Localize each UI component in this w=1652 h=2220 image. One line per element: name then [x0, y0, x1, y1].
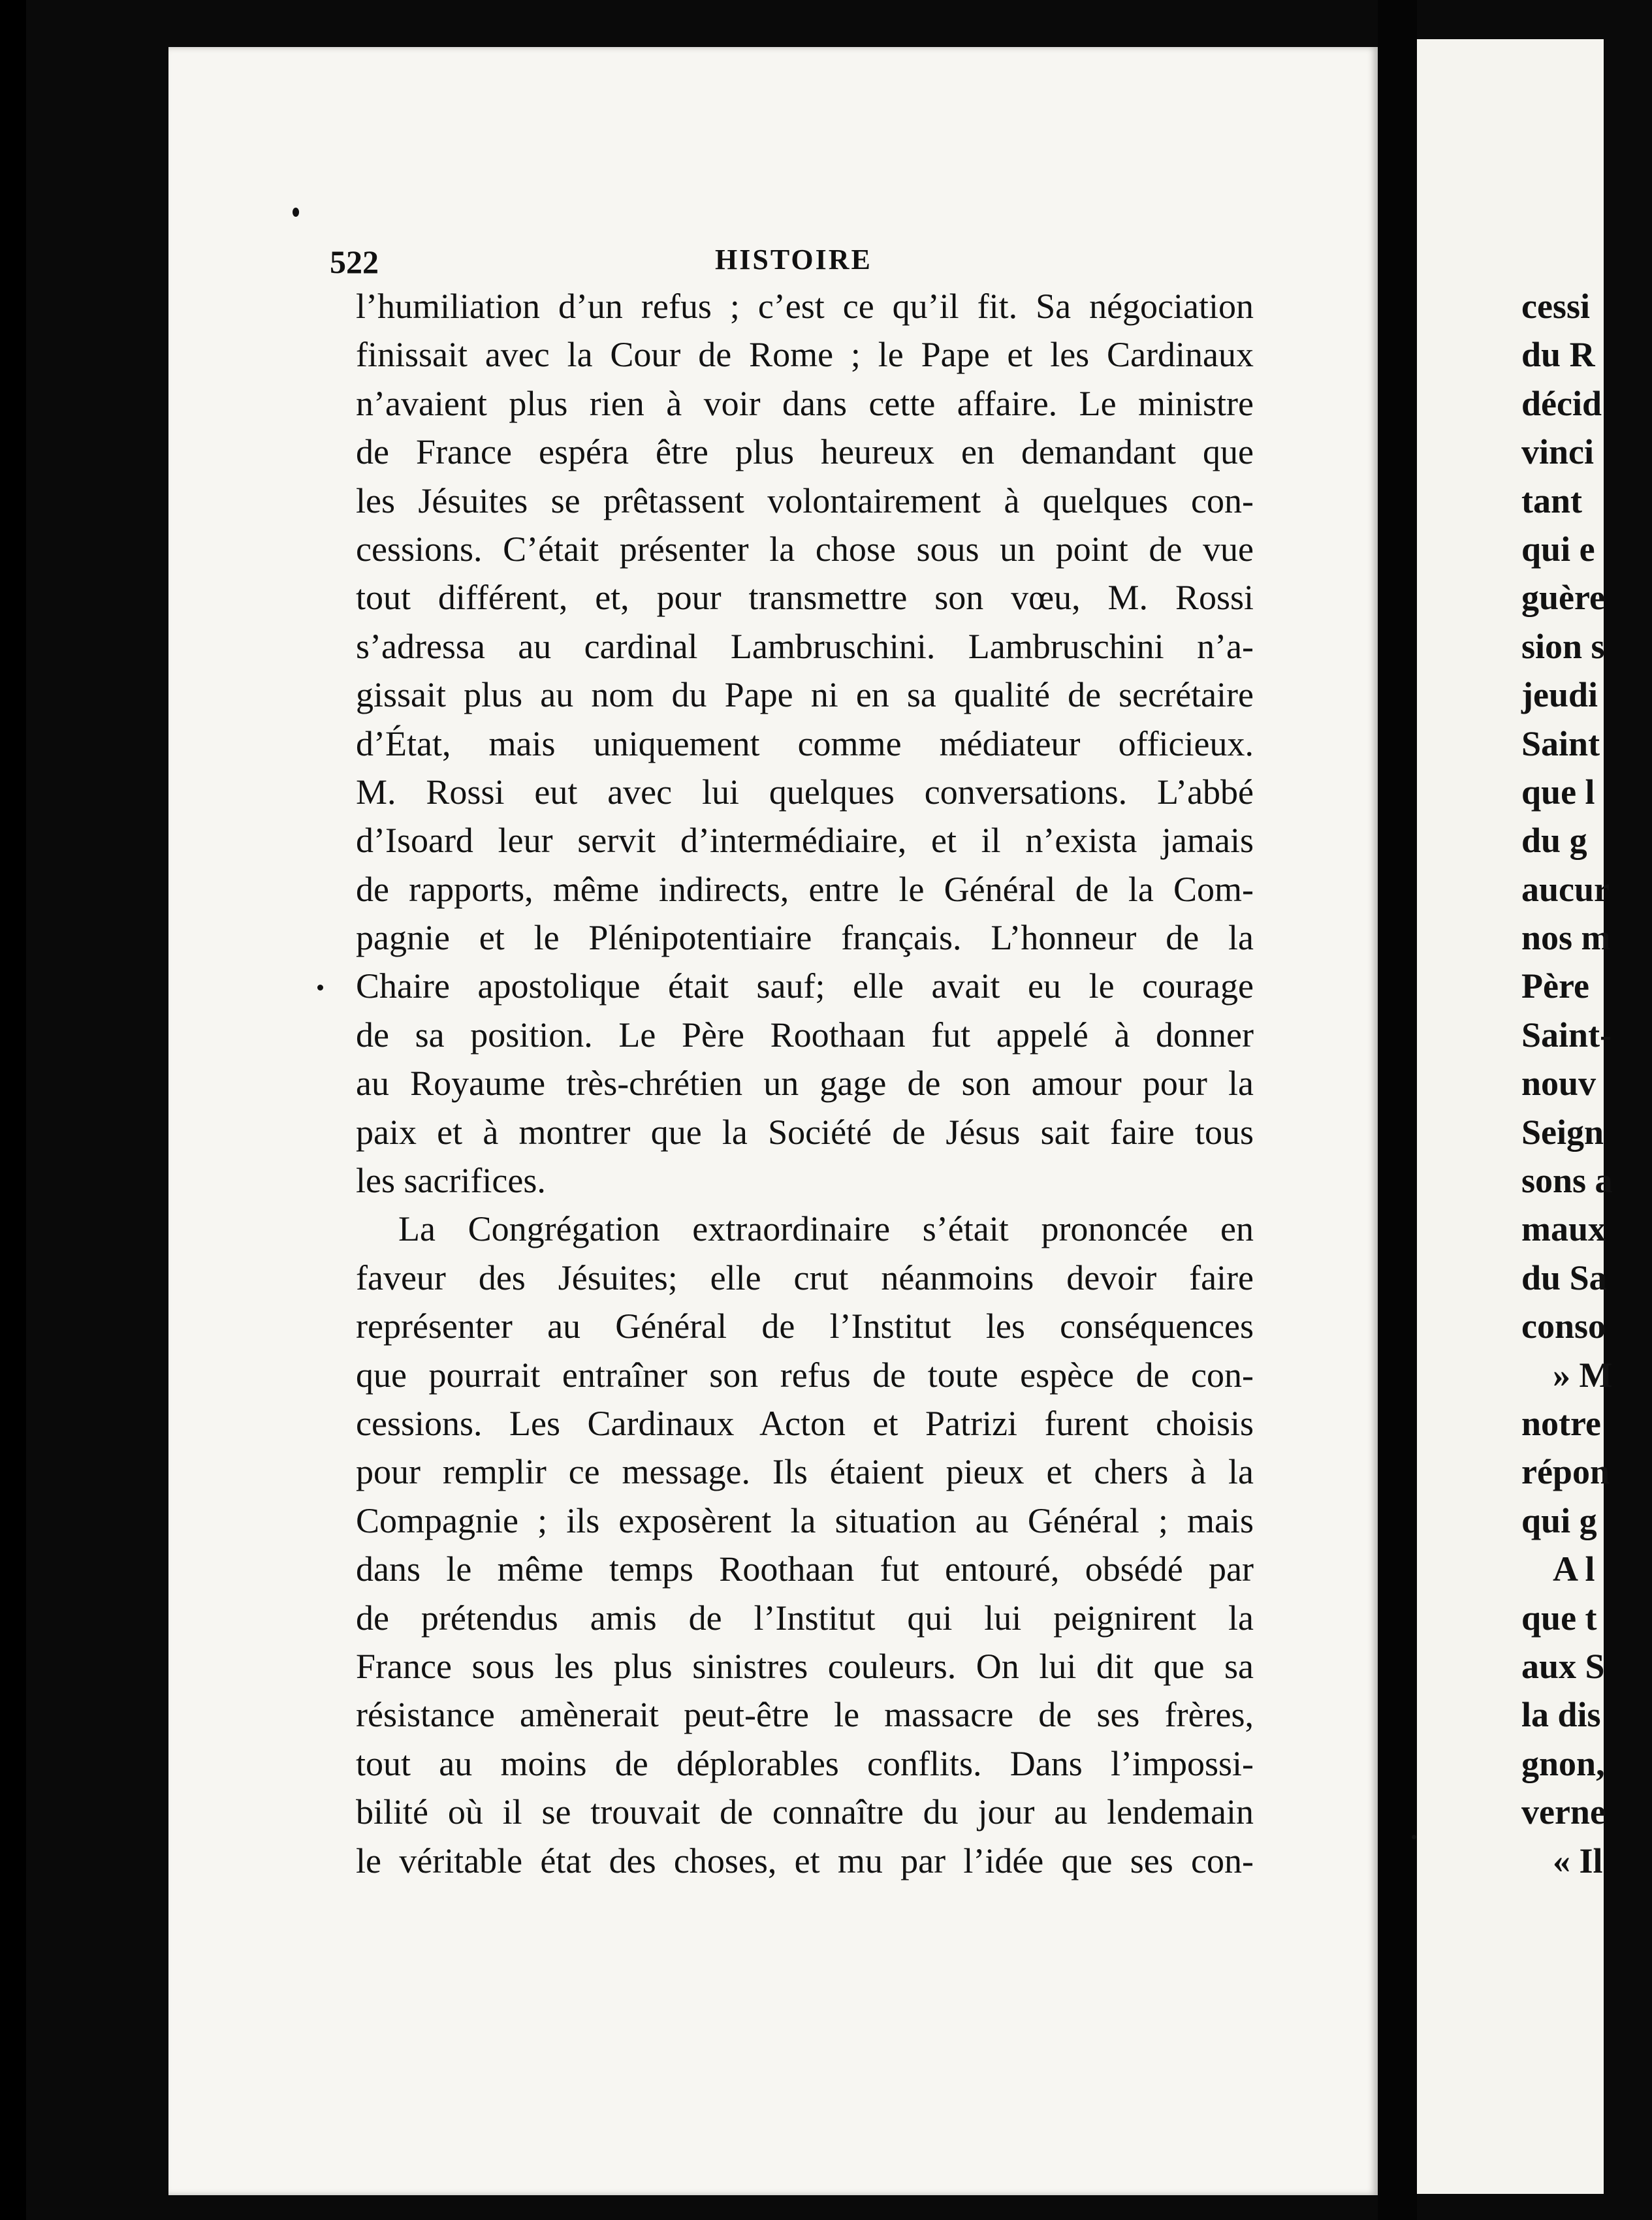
- text-line: cessi: [1521, 287, 1590, 326]
- text-line: M. Rossi eut avec lui quelques conversations. L’abbé: [356, 772, 1254, 812]
- text-line: que pourrait entraîner son refus de toute espèce de con-: [356, 1355, 1254, 1395]
- text-line: n’avaient plus rien à voir dans cette affaire. Le ministre: [356, 383, 1254, 423]
- text-line: la dis: [1521, 1695, 1601, 1735]
- text-line: d’Isoard leur servit d’intermédiaire, et il n’exista jamais: [356, 821, 1254, 861]
- text-line: cessions. C’était présenter la chose sous un point de vue: [356, 529, 1254, 569]
- text-line: » M: [1553, 1355, 1613, 1395]
- page-number: 522: [330, 244, 379, 280]
- text-line: maux: [1521, 1209, 1606, 1249]
- text-line: gissait plus au nom du Pape ni en sa qualité de secrétaire: [356, 675, 1254, 715]
- text-line: notre: [1521, 1403, 1601, 1443]
- scan-edge: [0, 0, 26, 2220]
- text-line: d’État, mais uniquement comme médiateur officieux.: [356, 723, 1254, 763]
- ink-speck: [317, 985, 323, 991]
- text-line: l’humiliation d’un refus ; c’est ce qu’il fit. Sa négociation: [356, 287, 1254, 326]
- text-line: cessions. Les Cardinaux Acton et Patrizi furent choisis: [356, 1403, 1254, 1443]
- text-line: Saint-: [1521, 1015, 1612, 1054]
- text-line: Seign: [1521, 1112, 1604, 1152]
- text-line: tout différent, et, pour transmettre son vœu, M. Rossi: [356, 578, 1254, 618]
- text-line: nouv: [1521, 1064, 1596, 1103]
- text-line: de sa position. Le Père Roothaan fut appelé à donner: [356, 1015, 1254, 1054]
- text-line: sion s: [1521, 626, 1605, 666]
- text-line: décid: [1521, 383, 1602, 423]
- text-line: le véritable état des choses, et mu par l’idée que ses con-: [356, 1841, 1254, 1880]
- text-line: pagnie et le Plénipotentiaire français. L’honneur de la: [356, 918, 1254, 958]
- text-line: Chaire apostolique était sauf; elle avait eu le courage: [356, 966, 1254, 1006]
- text-line: Saint: [1521, 723, 1600, 763]
- text-line: répon: [1521, 1452, 1610, 1492]
- text-line: que l: [1521, 772, 1595, 812]
- text-line: du g: [1521, 821, 1587, 861]
- text-line: jeudi: [1521, 675, 1598, 715]
- book-gutter: [1378, 0, 1417, 2220]
- ink-speck: [1412, 1835, 1416, 1839]
- text-line: les sacrifices.: [356, 1161, 546, 1201]
- text-line: verne: [1521, 1792, 1606, 1832]
- text-line: qui g: [1521, 1500, 1597, 1540]
- text-line: que t: [1521, 1598, 1597, 1638]
- text-line: représenter au Général de l’Institut les conséquences: [356, 1307, 1254, 1346]
- text-line: dans le même temps Roothaan fut entouré, obsédé par: [356, 1549, 1254, 1589]
- text-line: paix et à montrer que la Société de Jésus sait faire tous: [356, 1112, 1254, 1152]
- text-line: aucur: [1521, 869, 1610, 909]
- ink-speck: [293, 208, 299, 217]
- text-line: résistance amènerait peut-être le massacre de ses frères,: [356, 1695, 1254, 1735]
- text-line: bilité où il se trouvait de connaître du jour au lendemain: [356, 1792, 1254, 1832]
- text-line: s’adressa au cardinal Lambruschini. Lambruschini n’a-: [356, 626, 1254, 666]
- text-line: Père: [1521, 966, 1589, 1006]
- text-line: faveur des Jésuites; elle crut néanmoins devoir faire: [356, 1258, 1254, 1297]
- text-line: les Jésuites se prêtassent volontairement à quelques con-: [356, 481, 1254, 520]
- text-line: aux S: [1521, 1646, 1605, 1686]
- text-line: sons a: [1521, 1161, 1613, 1201]
- text-line: conso: [1521, 1307, 1606, 1346]
- text-line: au Royaume très-chrétien un gage de son amour pour la: [356, 1064, 1254, 1103]
- text-line: de rapports, même indirects, entre le Général de la Com-: [356, 869, 1254, 909]
- right-page-text: [1521, 282, 1652, 1885]
- text-line: de France espéra être plus heureux en demandant que: [356, 432, 1254, 472]
- text-line: du Sa: [1521, 1258, 1607, 1297]
- text-line: nos m: [1521, 918, 1611, 958]
- text-line: tant: [1521, 481, 1582, 520]
- text-line: guère: [1521, 578, 1605, 618]
- text-line: « Il: [1553, 1841, 1603, 1880]
- text-line: France sous les plus sinistres couleurs. On lui dit que sa: [356, 1646, 1254, 1686]
- body-text: [356, 282, 1254, 1885]
- text-line: de prétendus amis de l’Institut qui lui peignirent la: [356, 1598, 1254, 1638]
- text-line: Compagnie ; ils exposèrent la situation au Général ; mais: [356, 1500, 1254, 1540]
- text-line: vinci: [1521, 432, 1595, 472]
- text-line: qui e: [1521, 529, 1595, 569]
- text-line: pour remplir ce message. Ils étaient pieux et chers à la: [356, 1452, 1254, 1492]
- text-line: gnon,: [1521, 1743, 1605, 1783]
- text-line: tout au moins de déplorables conflits. Dans l’impossi-: [356, 1743, 1254, 1783]
- text-line: A l: [1553, 1549, 1595, 1589]
- text-line: finissait avec la Cour de Rome ; le Pape et les Cardinaux: [356, 335, 1254, 375]
- text-line: du R: [1521, 335, 1595, 375]
- text-line: La Congrégation extraordinaire s’était prononcée en: [398, 1209, 1254, 1249]
- running-title: HISTOIRE: [715, 244, 872, 276]
